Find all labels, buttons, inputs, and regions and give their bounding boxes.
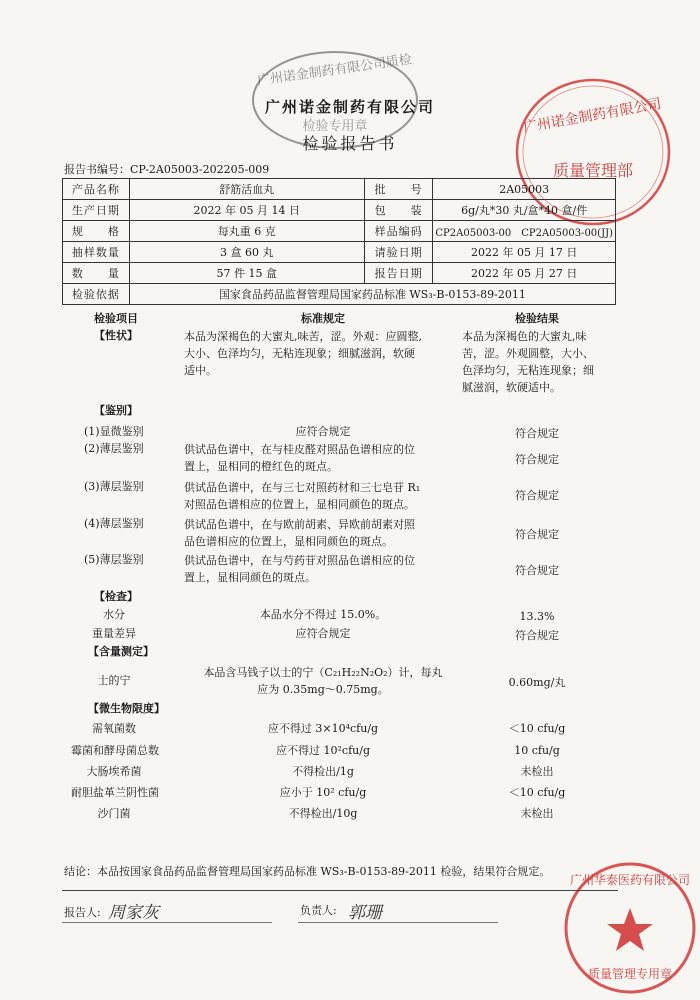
svg-text:检验专用章: 检验专用章 <box>302 119 368 134</box>
table-row <box>63 284 616 305</box>
info-label: 数 量 <box>63 263 130 284</box>
page-title: 检验报告书 <box>302 134 398 153</box>
identify-standard: 应符合规定 <box>295 425 351 438</box>
micro-standard: 不得检出/10g <box>288 807 358 820</box>
text-line: 色泽均匀，无粘连现象；细 <box>462 364 594 377</box>
text-line: 本品含马钱子以士的宁（C₂₁H₂₂N₂O₂）计，每丸 <box>203 666 443 679</box>
reporter-label: 报告人: <box>64 906 101 919</box>
check-standard: 本品水分不得过 15.0%。 <box>259 608 387 621</box>
table-row <box>63 242 616 263</box>
info-table <box>62 178 616 305</box>
qa-stamp <box>560 856 700 1000</box>
col-result-header: 检验结果 <box>515 312 559 325</box>
check-standard: 应符合规定 <box>295 627 351 640</box>
table-row <box>63 200 616 221</box>
text-line: 品色谱相应的位置上，显相同颜色的斑点。 <box>184 535 393 548</box>
company-name: 广州诺金制药有限公司 <box>264 98 435 116</box>
assay-label: 【含量测定】 <box>88 645 154 658</box>
responsible-label: 负责人: <box>300 904 337 917</box>
identify-result: 符合规定 <box>515 489 559 502</box>
basis-value: 国家食品药品监督管理局国家药品标准 WS₃-B-0153-89-2011 <box>129 284 615 305</box>
info-label: 样品编码 <box>364 221 433 242</box>
micro-standard: 应不得过 10²cfu/g <box>276 744 370 757</box>
text-line: 置上，显相同的橙红色的斑点。 <box>184 460 338 473</box>
text-line: 适中。 <box>184 364 217 377</box>
identify-name: (4)薄层鉴别 <box>84 517 144 530</box>
text-line: 本品为深褐色的大蜜丸,味苦，涩。外观：应圆整, <box>184 330 422 343</box>
character-result <box>462 328 612 396</box>
text-line: 供试品色谱中，在与桂皮醛对照品色谱相应的位 <box>184 443 415 456</box>
info-value: 舒筋活血丸 <box>129 179 364 200</box>
info-value: 6g/丸*30 丸/盒*40 盒/件 <box>433 200 616 221</box>
check-name: 重量差异 <box>92 627 136 640</box>
check-label: 【检查】 <box>94 590 138 603</box>
conclusion: 结论：本品按国家食品药品监督管理局国家药品标准 WS₃-B-0153-89-2011 检验，结果符合规定。 <box>64 865 551 878</box>
svg-text:广州诺金制药有限公司: 广州诺金制药有限公司 <box>521 96 663 137</box>
text-line: 本品为深褐色的大蜜丸,味 <box>462 330 587 343</box>
identify-result: 符合规定 <box>515 564 559 577</box>
identify-standard <box>184 552 462 586</box>
info-label: 包 装 <box>364 200 433 221</box>
text-line: 大小、色泽均匀，无粘连现象；细腻滋润，软硬 <box>184 347 415 360</box>
info-label: 请验日期 <box>364 242 433 263</box>
micro-result: 未检出 <box>520 765 554 778</box>
micro-result: ＜10 cfu/g <box>508 786 566 799</box>
basis-label: 检验依据 <box>63 284 130 305</box>
signature-line <box>298 922 498 923</box>
text-line: 供试品色谱中，在与欧前胡素、异欧前胡素对照 <box>184 518 415 531</box>
text-line: 置上，显相同颜色的斑点。 <box>184 571 316 584</box>
check-name: 水分 <box>103 608 125 621</box>
info-value: 57 件 15 盒 <box>129 263 364 284</box>
reporter-signature: 周家灰 <box>108 903 159 923</box>
assay-result: 0.60mg/丸 <box>508 676 566 689</box>
info-value: 每丸重 6 克 <box>129 221 364 242</box>
micro-standard: 不得检出/1g <box>292 765 354 778</box>
text-line: 供试品色谱中，在与三七对照药材和三七皂苷 R₁ <box>184 481 421 494</box>
identify-name: (2)薄层鉴别 <box>84 442 144 455</box>
text-line: 应为 0.35mg～0.75mg。 <box>257 683 389 696</box>
table-row <box>63 179 616 200</box>
micro-name: 沙门菌 <box>97 807 131 820</box>
svg-text:广州华泰医药有限公司: 广州华泰医药有限公司 <box>569 873 691 887</box>
info-value: 3 盒 60 丸 <box>129 242 364 263</box>
micro-name: 大肠埃希菌 <box>86 765 142 778</box>
identify-name: (3)薄层鉴别 <box>84 480 144 493</box>
info-value: 2022 年 05 月 14 日 <box>129 200 364 221</box>
micro-name: 霉菌和酵母菌总数 <box>71 744 159 757</box>
assay-name: 士的宁 <box>97 674 131 687</box>
svg-text:广州诺金制药有限公司质检: 广州诺金制药有限公司质检 <box>256 52 413 89</box>
col-item-header: 检验项目 <box>94 312 138 325</box>
micro-result: 10 cfu/g <box>514 744 560 757</box>
text-line: 供试品色谱中，在与芍药苷对照品色谱相应的位 <box>184 554 415 567</box>
micro-result: ＜10 cfu/g <box>508 722 566 735</box>
identify-standard <box>184 441 462 475</box>
divider <box>62 890 618 891</box>
assay-standard <box>184 664 462 698</box>
text-line: 对照品色谱相应的位置上，显相同颜色的斑点。 <box>184 498 415 511</box>
info-label: 生产日期 <box>63 200 130 221</box>
identify-result: 符合规定 <box>515 453 559 466</box>
info-label: 抽样数量 <box>63 242 130 263</box>
col-standard-header: 标准规定 <box>301 312 345 325</box>
check-result: 13.3% <box>519 610 555 623</box>
identify-name: (5)薄层鉴别 <box>84 553 144 566</box>
svg-text:质量管理部: 质量管理部 <box>552 161 634 180</box>
character-label: 【性状】 <box>94 329 138 342</box>
micro-result: 未检出 <box>520 807 554 820</box>
micro-name: 耐胆盐革兰阴性菌 <box>71 786 159 799</box>
character-standard <box>184 328 462 379</box>
table-row <box>63 263 616 284</box>
text-line: 苦，涩。外观圆整，大小、 <box>462 347 594 360</box>
info-label: 规 格 <box>63 221 130 242</box>
info-value: 2A05003 <box>433 179 616 200</box>
check-result: 符合规定 <box>515 629 559 642</box>
micro-standard: 应小于 10² cfu/g <box>279 786 367 799</box>
info-value: 2022 年 05 月 17 日 <box>433 242 616 263</box>
identify-result: 符合规定 <box>515 427 559 440</box>
micro-standard: 应不得过 3×10⁴cfu/g <box>267 722 379 735</box>
micro-name: 需氧菌数 <box>92 722 136 735</box>
signature-line <box>62 922 272 923</box>
text-line: 腻滋润，软硬适中。 <box>462 381 561 394</box>
info-value: 2022 年 05 月 27 日 <box>433 263 616 284</box>
identify-label: 【鉴别】 <box>94 404 138 417</box>
table-row <box>63 221 616 242</box>
identify-name: (1)显微鉴别 <box>84 425 144 438</box>
identify-standard <box>184 516 462 550</box>
identify-result: 符合规定 <box>515 528 559 541</box>
info-label: 批 号 <box>364 179 433 200</box>
info-label: 产品名称 <box>63 179 130 200</box>
info-label: 报告日期 <box>364 263 433 284</box>
report-number: 报告书编号：CP-2A05003-202205-009 <box>64 163 270 176</box>
responsible-signature: 郭珊 <box>348 903 382 923</box>
identify-standard <box>184 479 462 513</box>
info-value: CP2A05003-00 CP2A05003-00(JJ) <box>433 221 616 242</box>
svg-text:质量管理专用章: 质量管理专用章 <box>587 967 673 981</box>
micro-label: 【微生物限度】 <box>88 702 165 715</box>
